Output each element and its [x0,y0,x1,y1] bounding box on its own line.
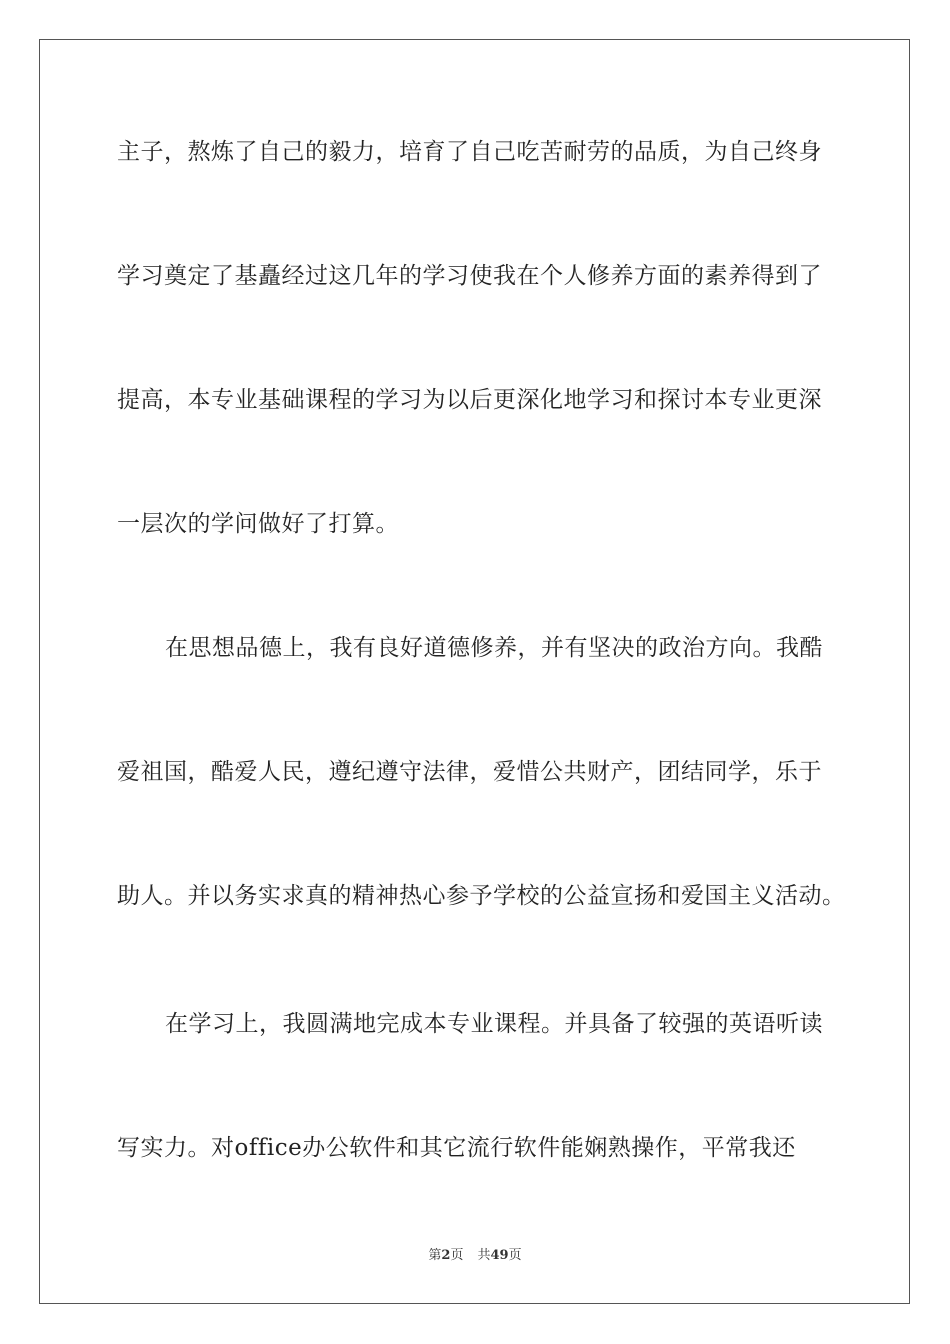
body-text-line-2: 学习奠定了基矗经过这几年的学习使我在个人修养方面的素养得到了 [117,263,822,289]
footer-page-suffix: 页 [450,1248,464,1263]
body-text-line-3: 提高，本专业基础课程的学习为以后更深化地学习和探讨本专业更深 [117,387,822,413]
footer-total-prefix: 共 [477,1248,491,1263]
body-text-line-4: 一层次的学问做好了打算。 [117,511,399,537]
footer-page-prefix: 第 [428,1248,442,1263]
page-border [39,39,910,1304]
body-text-line-1: 主子，熬炼了自己的毅力，培育了自己吃苦耐劳的品质，为自己终身 [117,139,822,165]
page-footer [0,1248,950,1264]
paragraph-start-morality: 在思想品德上，我有良好道德修养，并有坚决的政治方向。我酷 [165,635,823,661]
footer-page-number: 2 [441,1248,451,1263]
body-text-line-7: 助人。并以务实求真的精神热心参予学校的公益宣扬和爱国主义活动。 [117,883,846,909]
footer-total-suffix: 页 [508,1248,522,1263]
body-text-line-9: 写实力。对office办公软件和其它流行软件能娴熟操作，平常我还 [117,1135,796,1161]
body-text-line-6: 爱祖国，酷爱人民，遵纪遵守法律，爱惜公共财产，团结同学，乐于 [117,759,822,785]
footer-total-pages: 49 [490,1248,509,1263]
paragraph-start-study: 在学习上，我圆满地完成本专业课程。并具备了较强的英语听读 [165,1011,823,1037]
